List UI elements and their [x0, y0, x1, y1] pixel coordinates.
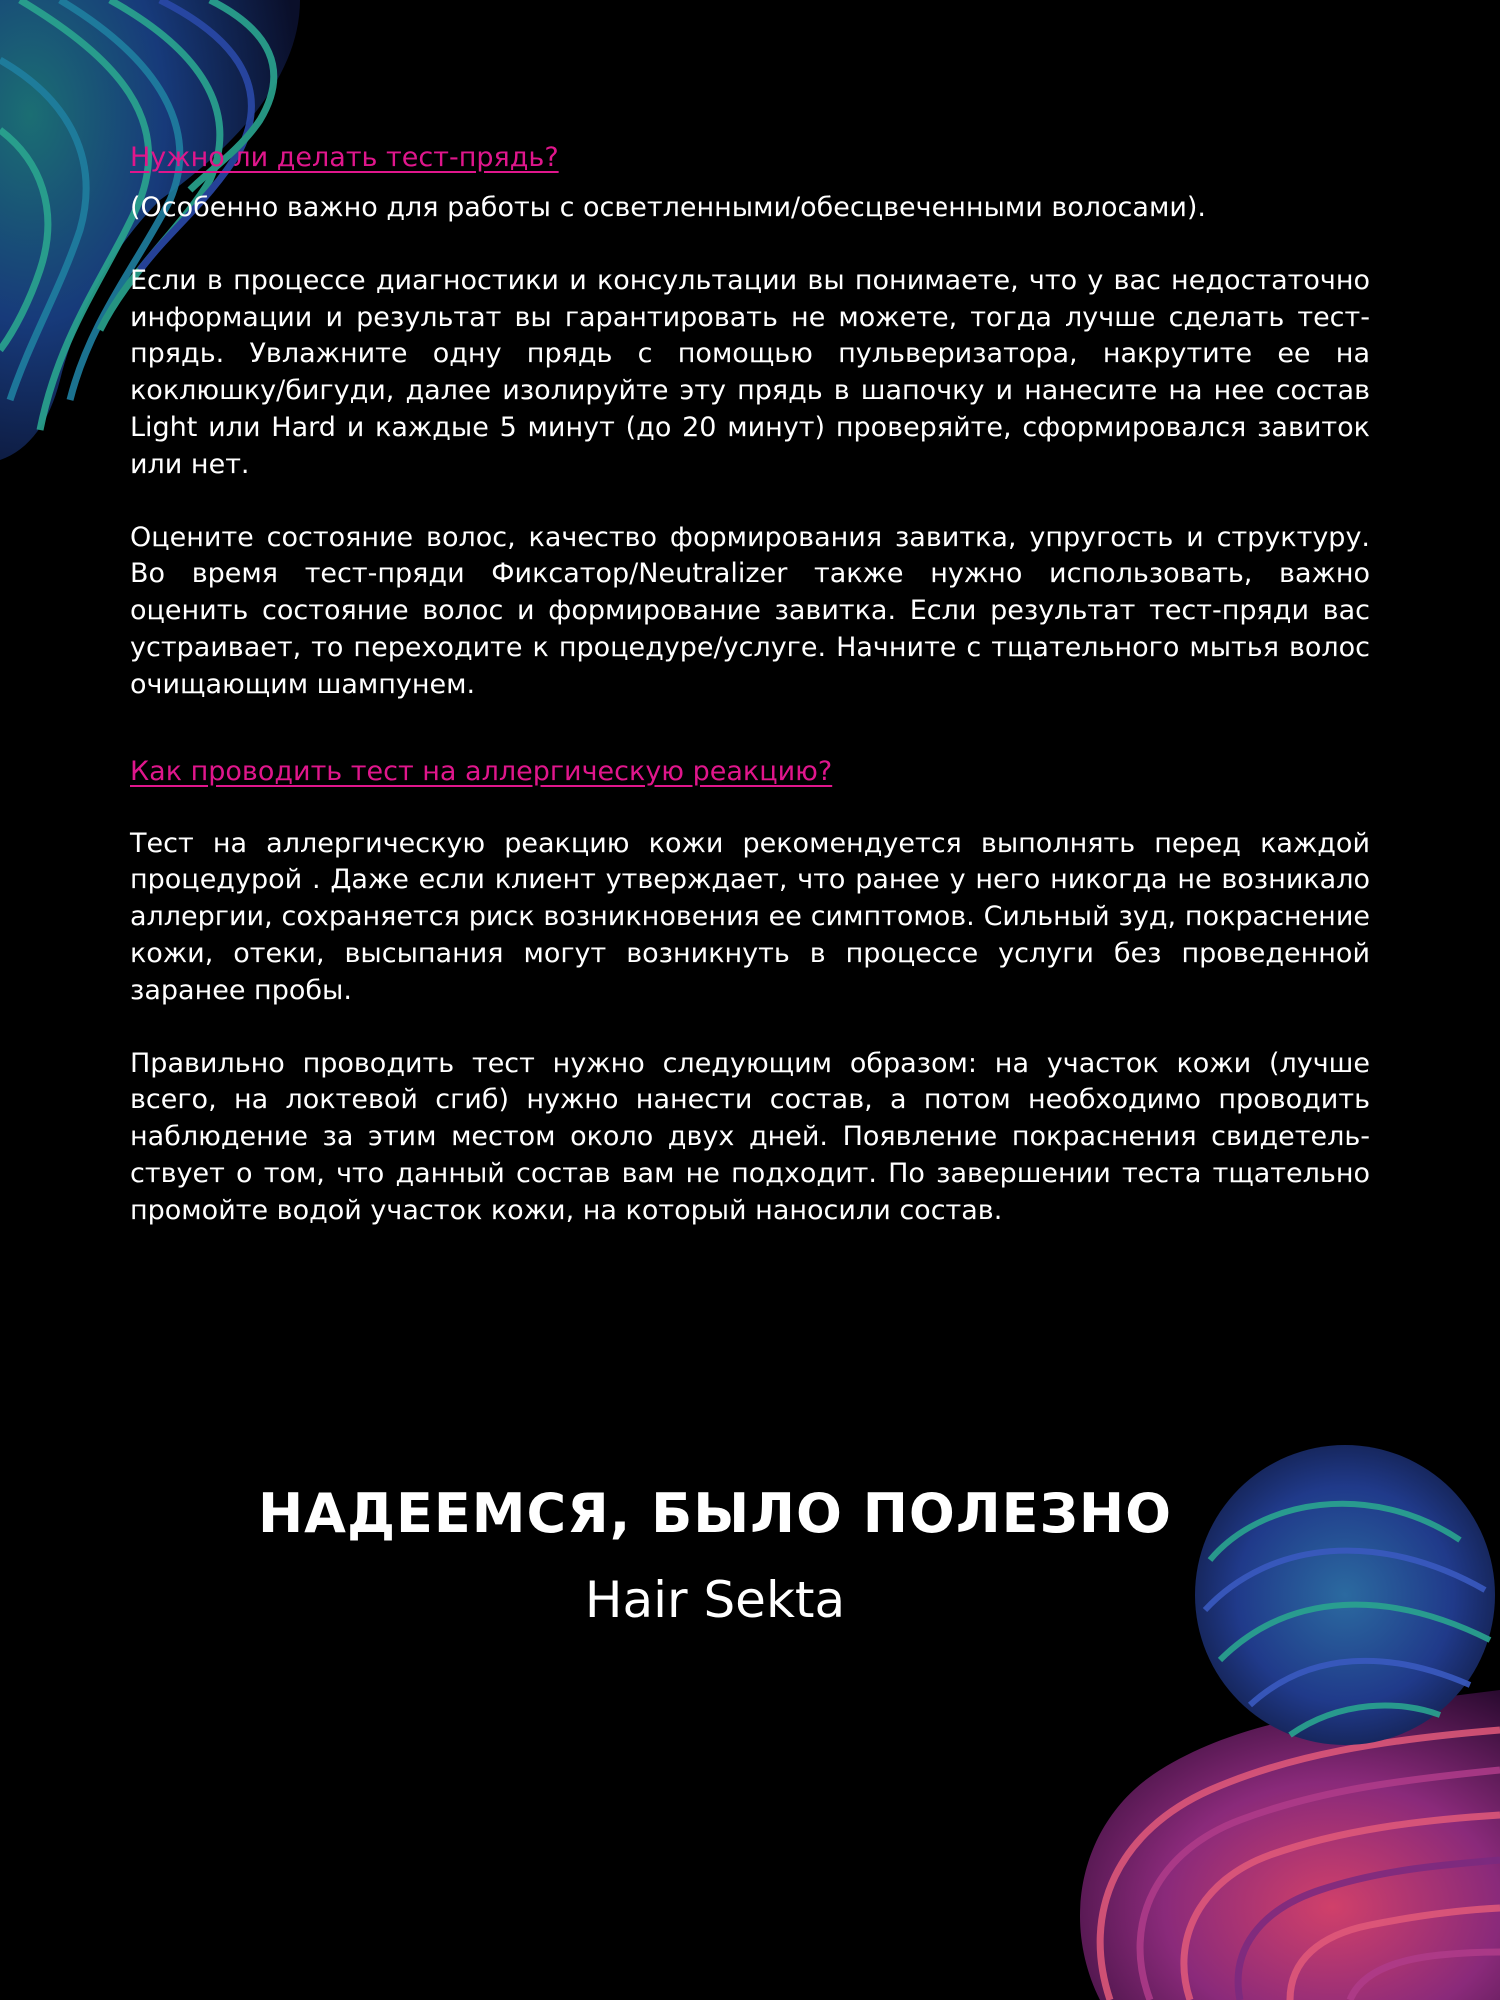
- paragraph: Правильно проводить тест нужно следующим образом: на участок кожи (лучше всего, на локтевой сгиб) нужно нанести состав, а потом необходимо проводить наблюдение за этим местом около двух дней. Появление покраснения свидетельствует о том, что данный состав вам не подходит. По завершении теста тщательно промойте водой участок кожи, на который наносили состав.: [130, 1047, 1370, 1226]
- closing-title: НАДЕЕМСЯ, БЫЛО ПОЛЕЗНО: [257, 1482, 1173, 1545]
- section-note: (Особенно важно для работы с осветленными/обесцвеченными волосами).: [130, 192, 1206, 223]
- paragraph: Тест на аллергическую реакцию кожи рекомендуется выполнять перед каждой процедурой . Даже если клиент утверждает, что ранее у него никогда не возникало аллергии, сохраняется риск возникновения ее симптомов. Сильный зуд, покраснение кожи, отеки, высыпания могут возникнуть в процессе услуги без проведенной заранее пробы.: [130, 827, 1370, 1006]
- brand-name: Hair Sekta: [584, 1571, 846, 1629]
- section-heading-allergy-test: Как проводить тест на аллергическую реакцию?: [130, 755, 833, 787]
- paragraph: Если в процессе диагностики и консультации вы понимаете, что у вас недостаточно информации и результат вы гарантировать не можете, тогда лучше сделать тест-прядь. Увлажните одну прядь с помощью пульверизатора, накрутите ее на коклюшку/бигуди, далее изолируйте эту прядь в шапочку и нанесите на нее состав Light или Hard и каждые 5 минут (до 20 минут) проверяйте, сформировался завиток или нет.: [130, 264, 1370, 480]
- closing-block: [0, 1482, 1430, 1629]
- paragraph: Оцените состояние волос, качество формирования завитка, упругость и структуру. Во время тест-пряди Фиксатор/Neutralizer также нужно использовать, важно оценить состояние волос и формирование завитка. Если результат тест-пряди вас устраивает, то переходите к процедуре/услуге. Начните с тщательного мытья волос очищающим шампунем.: [130, 521, 1370, 700]
- main-content: [130, 140, 1370, 1230]
- section-heading-test-strand: Нужно ли делать тест-прядь?: [130, 142, 559, 173]
